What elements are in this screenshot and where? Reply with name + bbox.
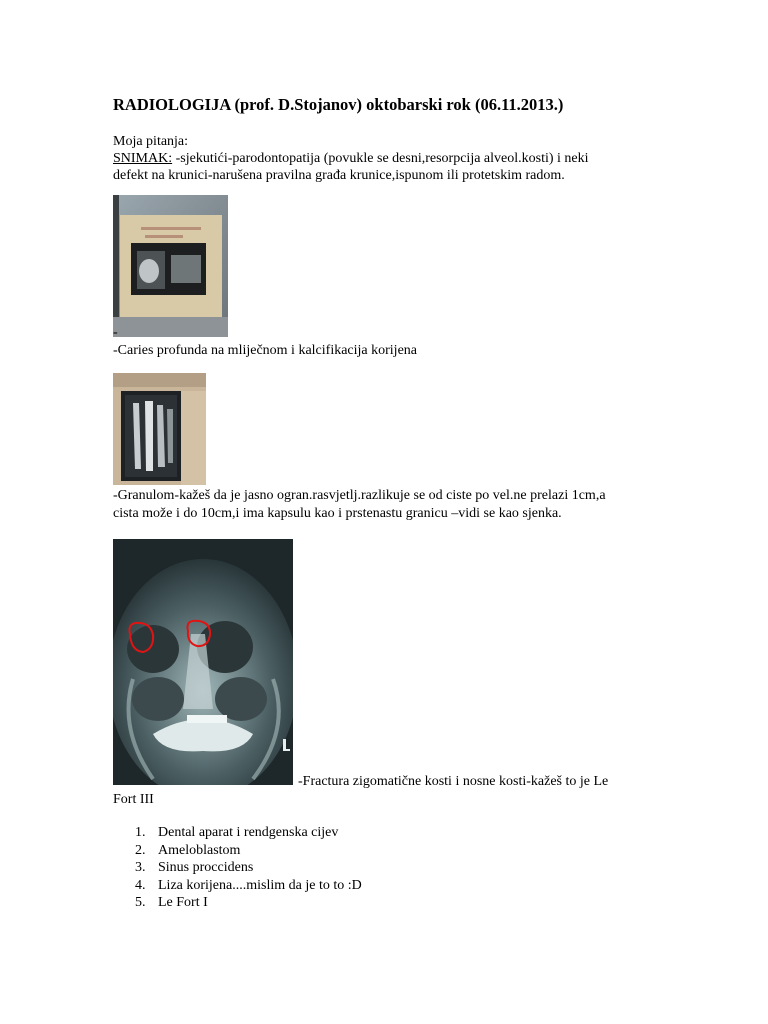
caption-3a: -Fractura zigomatične kosti i nosne kosti-kažeš to je Le bbox=[298, 774, 609, 789]
list-item-number: 1. bbox=[135, 825, 146, 840]
list-item-text: Dental aparat i rendgenska cijev bbox=[158, 825, 339, 840]
list-item-text: Sinus proccidens bbox=[158, 860, 254, 875]
list-item-number: 5. bbox=[135, 895, 146, 910]
snimak-text-2: defekt na krunici-narušena pravilna građa krunice,ispunom ili protetskim radom. bbox=[113, 168, 565, 183]
caption-1: -Caries profunda na mliječnom i kalcifikacija korijena bbox=[113, 343, 417, 358]
list-item-number: 2. bbox=[135, 842, 146, 858]
list-item-text: Le Fort I bbox=[158, 895, 208, 910]
list-item bbox=[113, 824, 362, 842]
list-item-number: 4. bbox=[135, 877, 146, 893]
questions-list bbox=[113, 824, 362, 912]
list-item bbox=[113, 894, 362, 912]
snimak-text: -sjekutići-parodontopatija (povukle se desni,resorpcija alveol.kosti) i neki bbox=[172, 151, 589, 166]
dash-marker: - bbox=[113, 325, 118, 340]
caption-2a: -Granulom-kažeš da je jasno ogran.rasvjetlj.razlikuje se od ciste po vel.ne prelazi 1cm,a bbox=[113, 488, 606, 503]
snimak-label: SNIMAK: bbox=[113, 151, 173, 166]
list-item bbox=[113, 877, 362, 895]
xray-photo-2-image bbox=[113, 373, 206, 485]
list-item-text: Liza korijena....mislim da je to to :D bbox=[158, 877, 362, 893]
list-item-text: Ameloblastom bbox=[158, 842, 241, 858]
document-title: RADIOLOGIJA (prof. D.Stojanov) oktobarski rok (06.11.2013.) bbox=[113, 95, 564, 114]
xray-photo-1-image bbox=[113, 195, 228, 337]
xray-photo-3-image bbox=[113, 539, 293, 785]
intro-label: Moja pitanja: bbox=[113, 134, 189, 149]
list-item bbox=[113, 859, 362, 877]
xray-photo-3 bbox=[113, 539, 293, 785]
caption-3b: Fort III bbox=[113, 792, 154, 807]
snimak-line bbox=[113, 150, 589, 167]
caption-2b: cista može i do 10cm,i ima kapsulu kao i prstenastu granicu –vidi se kao sjenka. bbox=[113, 506, 562, 521]
xray-photo-2 bbox=[113, 373, 206, 485]
list-item bbox=[113, 842, 362, 860]
xray-photo-1 bbox=[113, 195, 228, 337]
list-item-number: 3. bbox=[135, 860, 146, 875]
